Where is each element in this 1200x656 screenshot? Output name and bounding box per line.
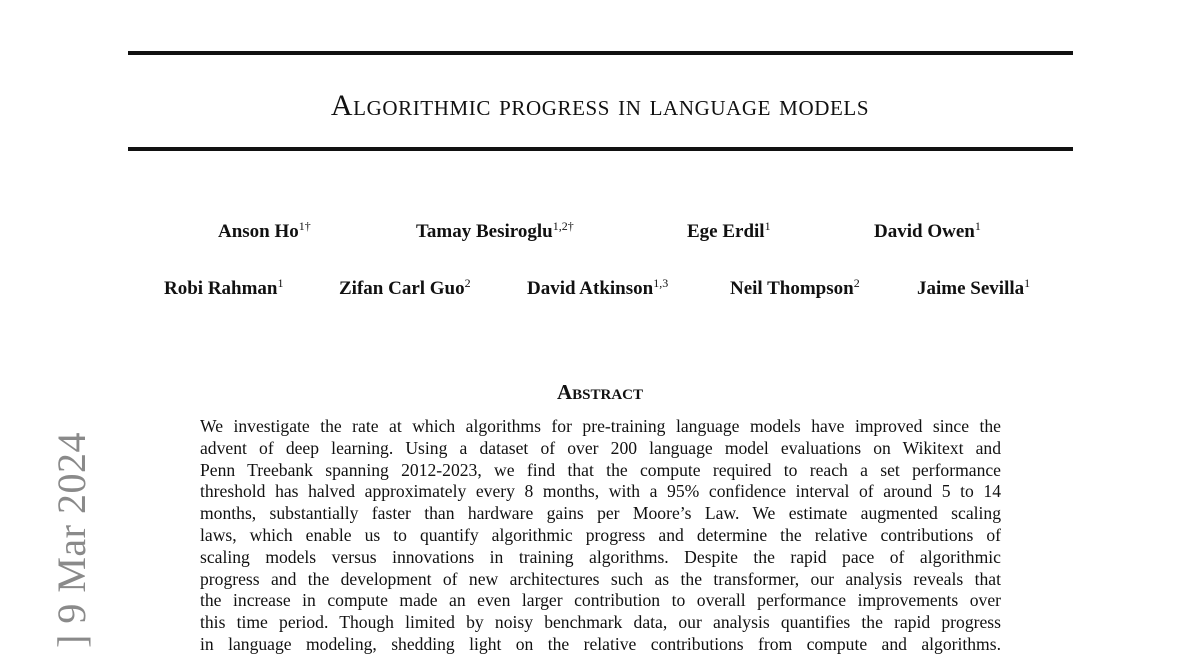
abstract-line: threshold has halved approximately every 8 months, with a 95% confidence interval of around 5 to 14	[200, 481, 1001, 502]
abstract-line: scaling models versus innovations in training algorithms. Despite the rapid pace of algorithmic	[200, 546, 1001, 567]
abstract-line: progress and the development of new architectures such as the transformer, our analysis reveals that	[200, 568, 1001, 589]
author-ege-erdil	[687, 220, 771, 244]
author-name: Jaime Sevilla	[917, 278, 1025, 299]
abstract-line: this time period. Though limited by noisy benchmark data, our analysis quantifies the rapid progress	[200, 612, 1001, 633]
arxiv-margin-stamp: ] 9 Mar 2024	[49, 432, 94, 648]
author-jaime-sevilla	[917, 277, 1030, 301]
abstract-line: in language modeling, shedding light on the relative contributions from compute and algorithms.	[200, 633, 1001, 654]
abstract-heading: Abstract	[556, 380, 644, 404]
author-name: Ege Erdil	[687, 221, 765, 242]
author-name: David Atkinson	[527, 278, 654, 299]
abstract-line: the increase in compute made an even larger contribution to overall performance improvements over	[200, 590, 1001, 611]
author-name: Anson Ho	[218, 221, 299, 242]
author-neil-thompson	[730, 277, 860, 301]
title-rule-top	[128, 51, 1073, 55]
abstract-line: Penn Treebank spanning 2012-2023, we find that the compute required to reach a set performance	[200, 459, 1001, 480]
author-david-owen	[874, 220, 981, 244]
abstract-line: months, substantially faster than hardware gains per Moore’s Law. We estimate augmented scaling	[200, 503, 1001, 524]
author-affiliation: 2	[853, 276, 860, 290]
author-name: Tamay Besiroglu	[416, 221, 553, 242]
author-affiliation: 1,2†	[552, 219, 574, 233]
author-zifan-carl-guo	[339, 277, 471, 301]
abstract-line: advent of deep learning. Using a dataset of over 200 language model evaluations on Wikitext and	[200, 437, 1001, 458]
abstract-line: We investigate the rate at which algorithms for pre-training language models have improved since the	[200, 416, 1001, 436]
author-affiliation: 1	[277, 276, 284, 290]
abstract-line: laws, which enable us to quantify algorithmic progress and determine the relative contributions of	[200, 524, 1001, 545]
author-affiliation: 1	[974, 219, 981, 233]
author-affiliation: 1	[764, 219, 771, 233]
title-rule-bottom	[128, 147, 1073, 151]
author-affiliation: 2	[464, 276, 471, 290]
author-robi-rahman	[164, 277, 284, 301]
author-affiliation: 1†	[298, 219, 311, 233]
author-david-atkinson	[527, 277, 668, 301]
author-name: David Owen	[874, 221, 975, 242]
author-name: Zifan Carl Guo	[339, 278, 465, 299]
author-affiliation: 1,3	[653, 276, 669, 290]
author-name: Neil Thompson	[730, 278, 854, 299]
abstract-body	[200, 416, 1001, 656]
author-tamay-besiroglu	[416, 220, 574, 244]
author-name: Robi Rahman	[164, 278, 278, 299]
paper-title: Algorithmic progress in language models	[330, 89, 870, 122]
author-anson-ho	[218, 220, 311, 244]
author-affiliation: 1	[1024, 276, 1031, 290]
